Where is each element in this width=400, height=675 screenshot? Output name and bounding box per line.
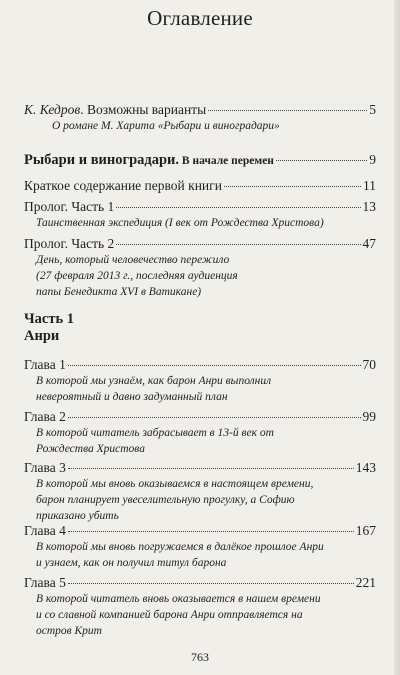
foreword-subtitle: О романе М. Харита «Рыбари и виноградари»	[52, 120, 280, 132]
chapter-desc-line: Рождества Христова	[36, 443, 145, 455]
book-subtitle: В начале перемен	[179, 155, 274, 167]
page-number: 47	[362, 236, 376, 251]
chapter-desc-line: В которой мы узнаём, как барон Анри выполнил	[36, 375, 272, 387]
chapter-desc-line: В которой мы вновь погружаемся в далёкое прошлое Анри	[36, 541, 324, 553]
page-number: 143	[355, 460, 376, 475]
part-name: Анри	[24, 328, 60, 344]
part-label: Часть 1	[24, 311, 74, 327]
toc-entry-book	[24, 151, 376, 170]
toc-entry-chapter-2	[24, 408, 376, 457]
toc-entry-prologue-2	[24, 235, 376, 300]
chapter-desc-line: В которой читатель забрасывает в 13-й век от	[36, 427, 274, 439]
chapter-title: Глава 3	[24, 460, 66, 475]
toc-entry-prologue-1	[24, 198, 376, 231]
toc-entry-chapter-1	[24, 356, 376, 405]
prologue-2-desc-2: (27 февраля 2013 г., последняя аудиенция	[36, 270, 238, 282]
prologue-2-desc-3: папы Бенедикта XVI в Ватикане)	[36, 286, 202, 298]
page-number: 70	[362, 357, 376, 372]
page-number: 13	[362, 199, 376, 214]
page-number: 5	[369, 102, 376, 117]
chapter-title: Глава 2	[24, 409, 66, 424]
leader-dots	[68, 531, 354, 532]
leader-dots	[276, 160, 367, 161]
page-number: 9	[369, 152, 376, 167]
toc-entry-chapter-4	[24, 522, 376, 571]
chapter-desc-line: остров Крит	[36, 625, 102, 637]
prologue-1-desc: Таинственная экспедиция (I век от Рождества Христова)	[36, 217, 324, 229]
page-number: 221	[355, 575, 376, 590]
leader-dots	[68, 417, 361, 418]
page-number: 167	[355, 523, 376, 538]
chapter-title: Глава 5	[24, 575, 66, 590]
prologue-2-title: Пролог. Часть 2	[24, 236, 115, 251]
page-folio: 763	[191, 650, 209, 664]
leader-dots	[224, 186, 361, 187]
prologue-2-desc-1: День, который человечество пережило	[36, 254, 230, 266]
toc-entry-foreword	[24, 101, 376, 134]
leader-dots	[116, 207, 360, 208]
chapter-desc-line: барон планирует увеселительную прогулку, а Софию	[36, 494, 295, 506]
toc-entry-chapter-3	[24, 459, 376, 524]
book-title: Рыбари и виноградари.	[24, 152, 180, 168]
leader-dots	[68, 468, 354, 469]
summary-title: Краткое содержание первой книги	[24, 178, 222, 193]
page-number: 99	[362, 409, 376, 424]
chapter-desc-line: невероятный и давно задуманный план	[36, 391, 228, 403]
chapter-desc-line: В которой мы вновь оказываемся в настоящем времени,	[36, 478, 314, 490]
leader-dots	[68, 583, 354, 584]
leader-dots	[208, 110, 367, 111]
foreword-title: . Возможны варианты	[80, 102, 207, 117]
chapter-desc-line: и узнаем, как он получил титул барона	[36, 557, 227, 569]
chapter-desc-line: В которой читатель вновь оказывается в нашем времени	[36, 593, 321, 605]
chapter-title: Глава 4	[24, 523, 66, 538]
foreword-author: К. Кедров	[24, 102, 81, 117]
chapter-title: Глава 1	[24, 357, 66, 372]
page-title: Оглавление	[147, 6, 253, 30]
prologue-1-title: Пролог. Часть 1	[24, 199, 115, 214]
page-number: 11	[363, 178, 376, 193]
page-edge	[394, 0, 400, 675]
leader-dots	[68, 365, 361, 366]
leader-dots	[116, 244, 360, 245]
toc-entry-chapter-5	[24, 574, 376, 639]
chapter-desc-line: приказано убить	[36, 510, 119, 522]
toc-entry-summary	[24, 177, 376, 194]
chapter-desc-line: и со славной компанией барона Анри отправляется на	[36, 609, 303, 621]
